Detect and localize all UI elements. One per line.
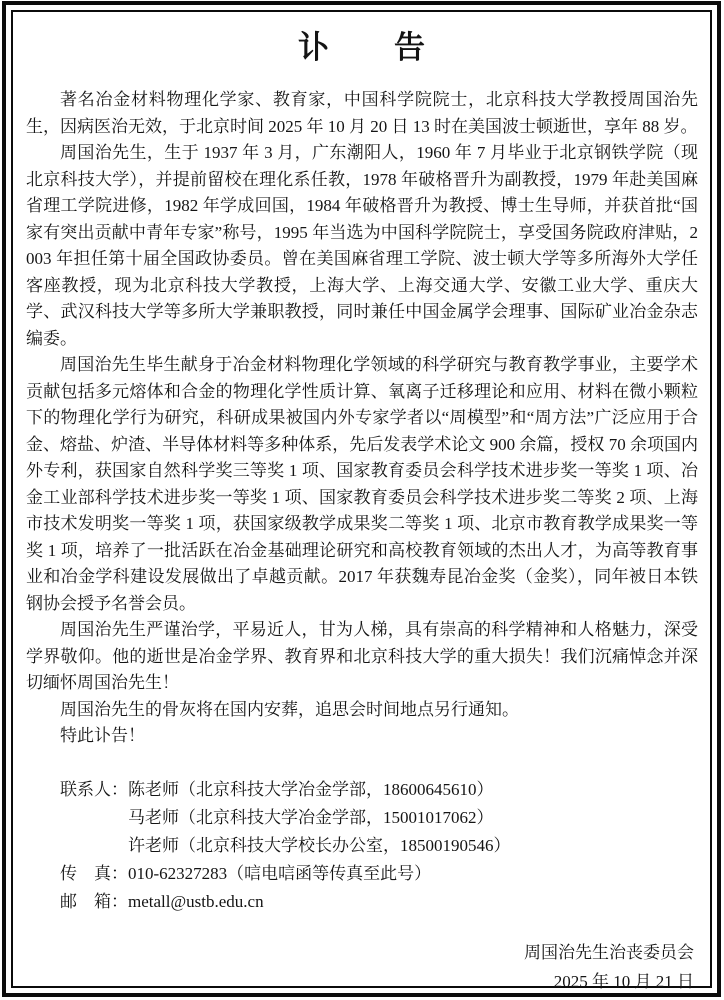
contact-persons-list: [128, 776, 698, 860]
fax-row: [60, 860, 698, 888]
paragraph-tribute: 周国治先生严谨治学，平易近人，甘为人梯，具有崇高的科学精神和人格魅力，深受学界敬仰。他的逝世是冶金学界、教育界和北京科技大学的重大损失！我们沉痛悼念并深切缅怀周国治先生！: [26, 620, 698, 692]
contact-person: 陈老师（北京科技大学冶金学部，18600645610）: [128, 779, 494, 799]
signature-committee: 周国治先生治丧委员会: [524, 942, 694, 962]
fax-number: 010-62327283（唁电唁函等传真至此号）: [128, 863, 432, 883]
notice-title: 讣 告: [298, 30, 426, 65]
fax-label: 传 真：: [60, 863, 128, 883]
signature-date: 2025 年 10 月 21 日: [553, 971, 694, 991]
contact-block: [60, 776, 698, 916]
contact-person: 马老师（北京科技大学冶金学部，15001017062）: [128, 807, 494, 827]
paragraph-biography: 周国治先生，生于 1937 年 3 月，广东潮阳人，1960 年 7 月毕业于北京钢铁学院（现北京科技大学），并提前留校在理化系任教，1978 年破格晋升为副教授，1979 年赴美国麻省理工学院进修，1982 年学成回国，1984 年破格晋升为教授、博士生导师，并获首批“国家有突出贡献中青年专家”称号，1995 年当选为中国科学院院士，享受国务院政府津贴，2003 年担任第十届全国政协委员。曾在美国麻省理工学院、波士顿大学等多所海外大学任客座教授，现为北京科技大学教授，上海大学、上海交通大学、安徽工业大学、重庆大学、武汉科技大学等多所大学兼职教授，同时兼任中国金属学会理事、国际矿业冶金杂志编委。: [26, 143, 698, 348]
contact-persons-row: [60, 776, 698, 860]
signature-block: [26, 938, 698, 996]
email-row: [60, 888, 698, 916]
email-label: 邮 箱：: [60, 891, 128, 911]
paragraph-closing: 特此讣告！: [60, 726, 145, 745]
email-address: metall@ustb.edu.cn: [128, 891, 264, 911]
obituary-document: [26, 14, 698, 991]
paragraph-death-announcement: 著名冶金材料物理化学家、教育家，中国科学院院士，北京科技大学教授周国治先生，因病医治无效，于北京时间 2025 年 10 月 20 日 13 时在美国波士顿逝世，享年 88 岁。: [26, 90, 698, 136]
contact-person: 许老师（北京科技大学校长办公室，18500190546）: [128, 835, 511, 855]
contact-persons-label: 联系人：: [60, 779, 128, 799]
paragraph-achievements: 周国治先生毕生献身于冶金材料物理化学领域的科学研究与教育教学事业，主要学术贡献包括多元熔体和合金的物理化学性质计算、氧离子迁移理论和应用、材料在微小颗粒下的物理化学行为研究，科研成果被国内外专家学者以“周模型”和“周方法”广泛应用于合金、熔盐、炉渣、半导体材料等多种体系，先后发表学术论文 900 余篇，授权 70 余项国内外专利，获国家自然科学奖三等奖 1 项、国家教育委员会科学技术进步奖一等奖 1 项、冶金工业部科学技术进步奖一等奖 1 项、国家教育委员会科学技术进步奖二等奖 2 项、上海市技术发明奖一等奖 1 项，获国家级教学成果奖二等奖 1 项、北京市教育教学成果奖一等奖 1 项，培养了一批活跃在冶金基础理论研究和高校教育领域的杰出人才，为高等教育事业和冶金学科建设发展做出了卓越贡献。2017 年获魏寿昆冶金奖（金奖），同年被日本铁钢协会授予名誉会员。: [26, 355, 698, 613]
paragraph-burial-notice: 周国治先生的骨灰将在国内安葬，追思会时间地点另行通知。: [60, 699, 519, 719]
